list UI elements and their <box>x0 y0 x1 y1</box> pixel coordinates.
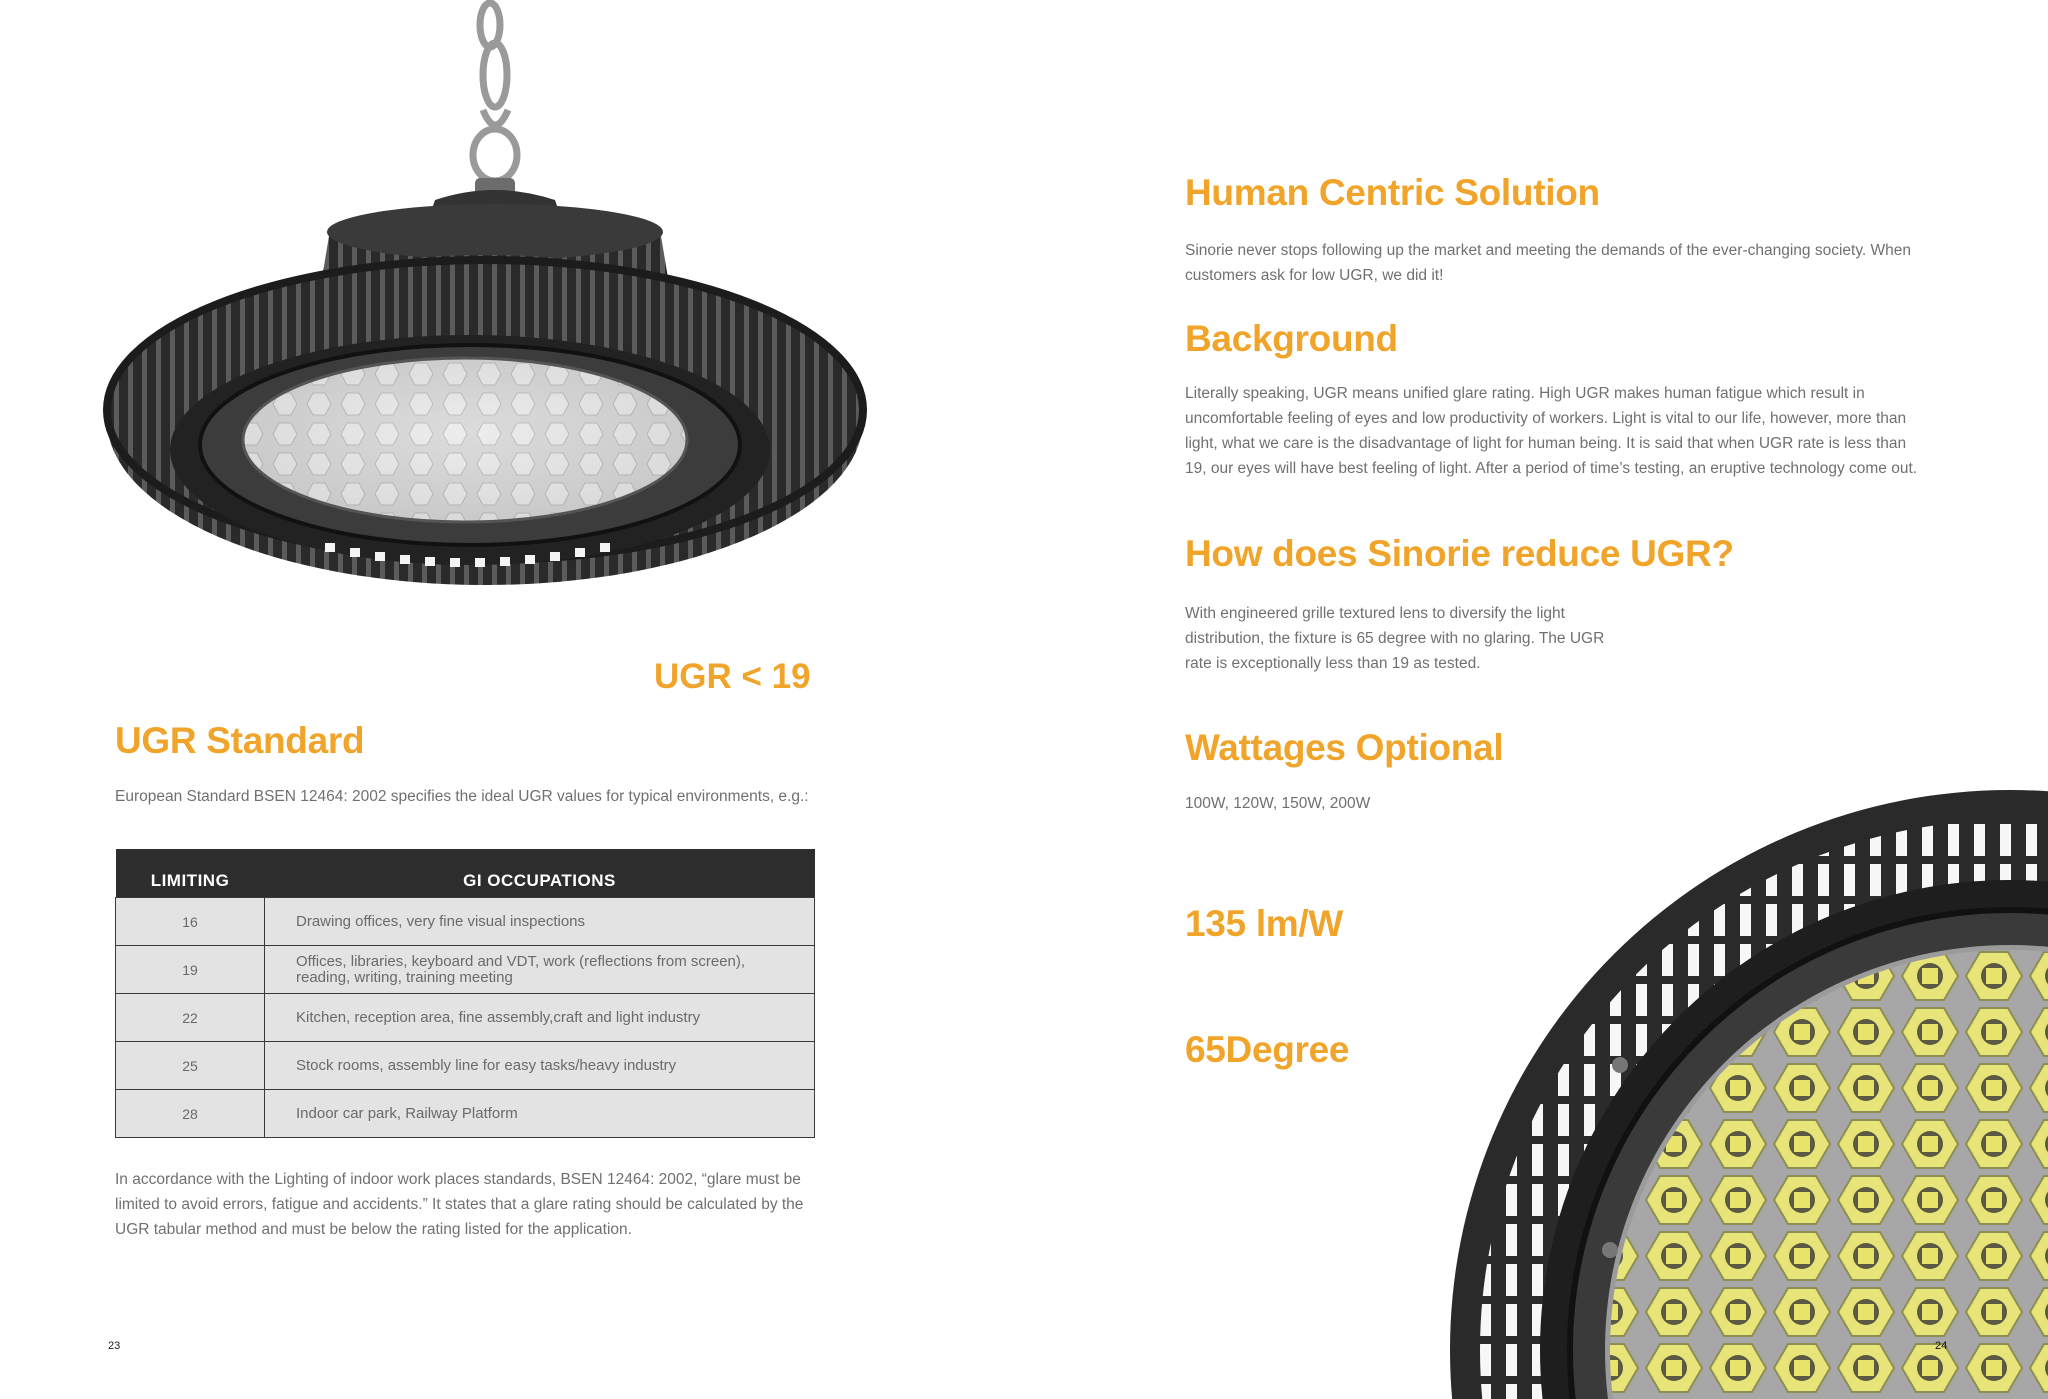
table-cell-limit: 16 <box>116 898 265 946</box>
ugr-standard-intro: European Standard BSEN 12464: 2002 specifies the ideal UGR values for typical environments, e.g.: <box>115 788 809 805</box>
table-cell-occupation: Indoor car park, Railway Platform <box>265 1090 815 1138</box>
highbay-fixture-photo <box>100 0 880 610</box>
table-row <box>116 898 815 946</box>
efficacy-value: 135 lm/W <box>1185 903 1343 944</box>
glare-standard-footnote: In accordance with the Lighting of indoor work places standards, BSEN 12464: 2002, “glare must be limited to avoid errors, fatigue and accidents.” It states that a glare rating should be calculated by the UGR tabular method and must be below the rating listed for the application. <box>115 1171 804 1238</box>
page-number-left: 23 <box>108 1340 121 1352</box>
wattages-title: Wattages Optional <box>1185 727 1504 768</box>
table-row <box>116 1090 815 1138</box>
human-centric-title: Human Centric Solution <box>1185 172 1600 213</box>
table-row <box>116 946 815 994</box>
table-header-row <box>116 849 815 898</box>
background-title: Background <box>1185 318 1398 359</box>
beam-angle-value: 65Degree <box>1185 1029 1350 1070</box>
reduce-ugr-title: How does Sinorie reduce UGR? <box>1185 533 1734 574</box>
ugr-standard-title: UGR Standard <box>115 720 365 761</box>
table-cell-limit: 28 <box>116 1090 265 1138</box>
page-number-right: 24 <box>1935 1340 1948 1352</box>
table-row <box>116 1042 815 1090</box>
table-header-limiting: LIMITING <box>116 849 265 898</box>
table-cell-occupation: Drawing offices, very fine visual inspections <box>265 898 815 946</box>
table-cell-limit: 19 <box>116 946 265 994</box>
human-centric-text: Sinorie never stops following up the market and meeting the demands of the ever-changing society. When customers ask for low UGR, we did it! <box>1185 242 1912 284</box>
table-cell-limit: 25 <box>116 1042 265 1090</box>
wattage-values: 100W, 120W, 150W, 200W <box>1185 795 1371 812</box>
led-lens-closeup-photo <box>1450 780 2048 1399</box>
background-text: Literally speaking, UGR means unified glare rating. High UGR makes human fatigue which result in uncomfortable feeling of eyes and low productivity of workers. Light is vital to our life, however, more than light, what we care is the disadvantage of light for human being. It is said that when UGR rate is less than 19, our eyes will have best feeling of light. After a period of time’s testing, an eruptive technology come out. <box>1185 385 1918 477</box>
ugr-badge: UGR < 19 <box>654 657 811 696</box>
table-cell-limit: 22 <box>116 994 265 1042</box>
table-header-occupations: GI OCCUPATIONS <box>265 849 815 898</box>
table-cell-occupation: Kitchen, reception area, fine assembly,craft and light industry <box>265 994 815 1042</box>
table-cell-occupation: Offices, libraries, keyboard and VDT, work (reflections from screen), reading, writing, training meeting <box>265 946 815 994</box>
table-row <box>116 994 815 1042</box>
ugr-table <box>115 849 815 1138</box>
table-cell-occupation: Stock rooms, assembly line for easy tasks/heavy industry <box>265 1042 815 1090</box>
reduce-ugr-text: With engineered grille textured lens to diversify the light distribution, the fixture is 65 degree with no glaring. The UGR rate is exceptionally less than 19 as tested. <box>1185 605 1605 672</box>
